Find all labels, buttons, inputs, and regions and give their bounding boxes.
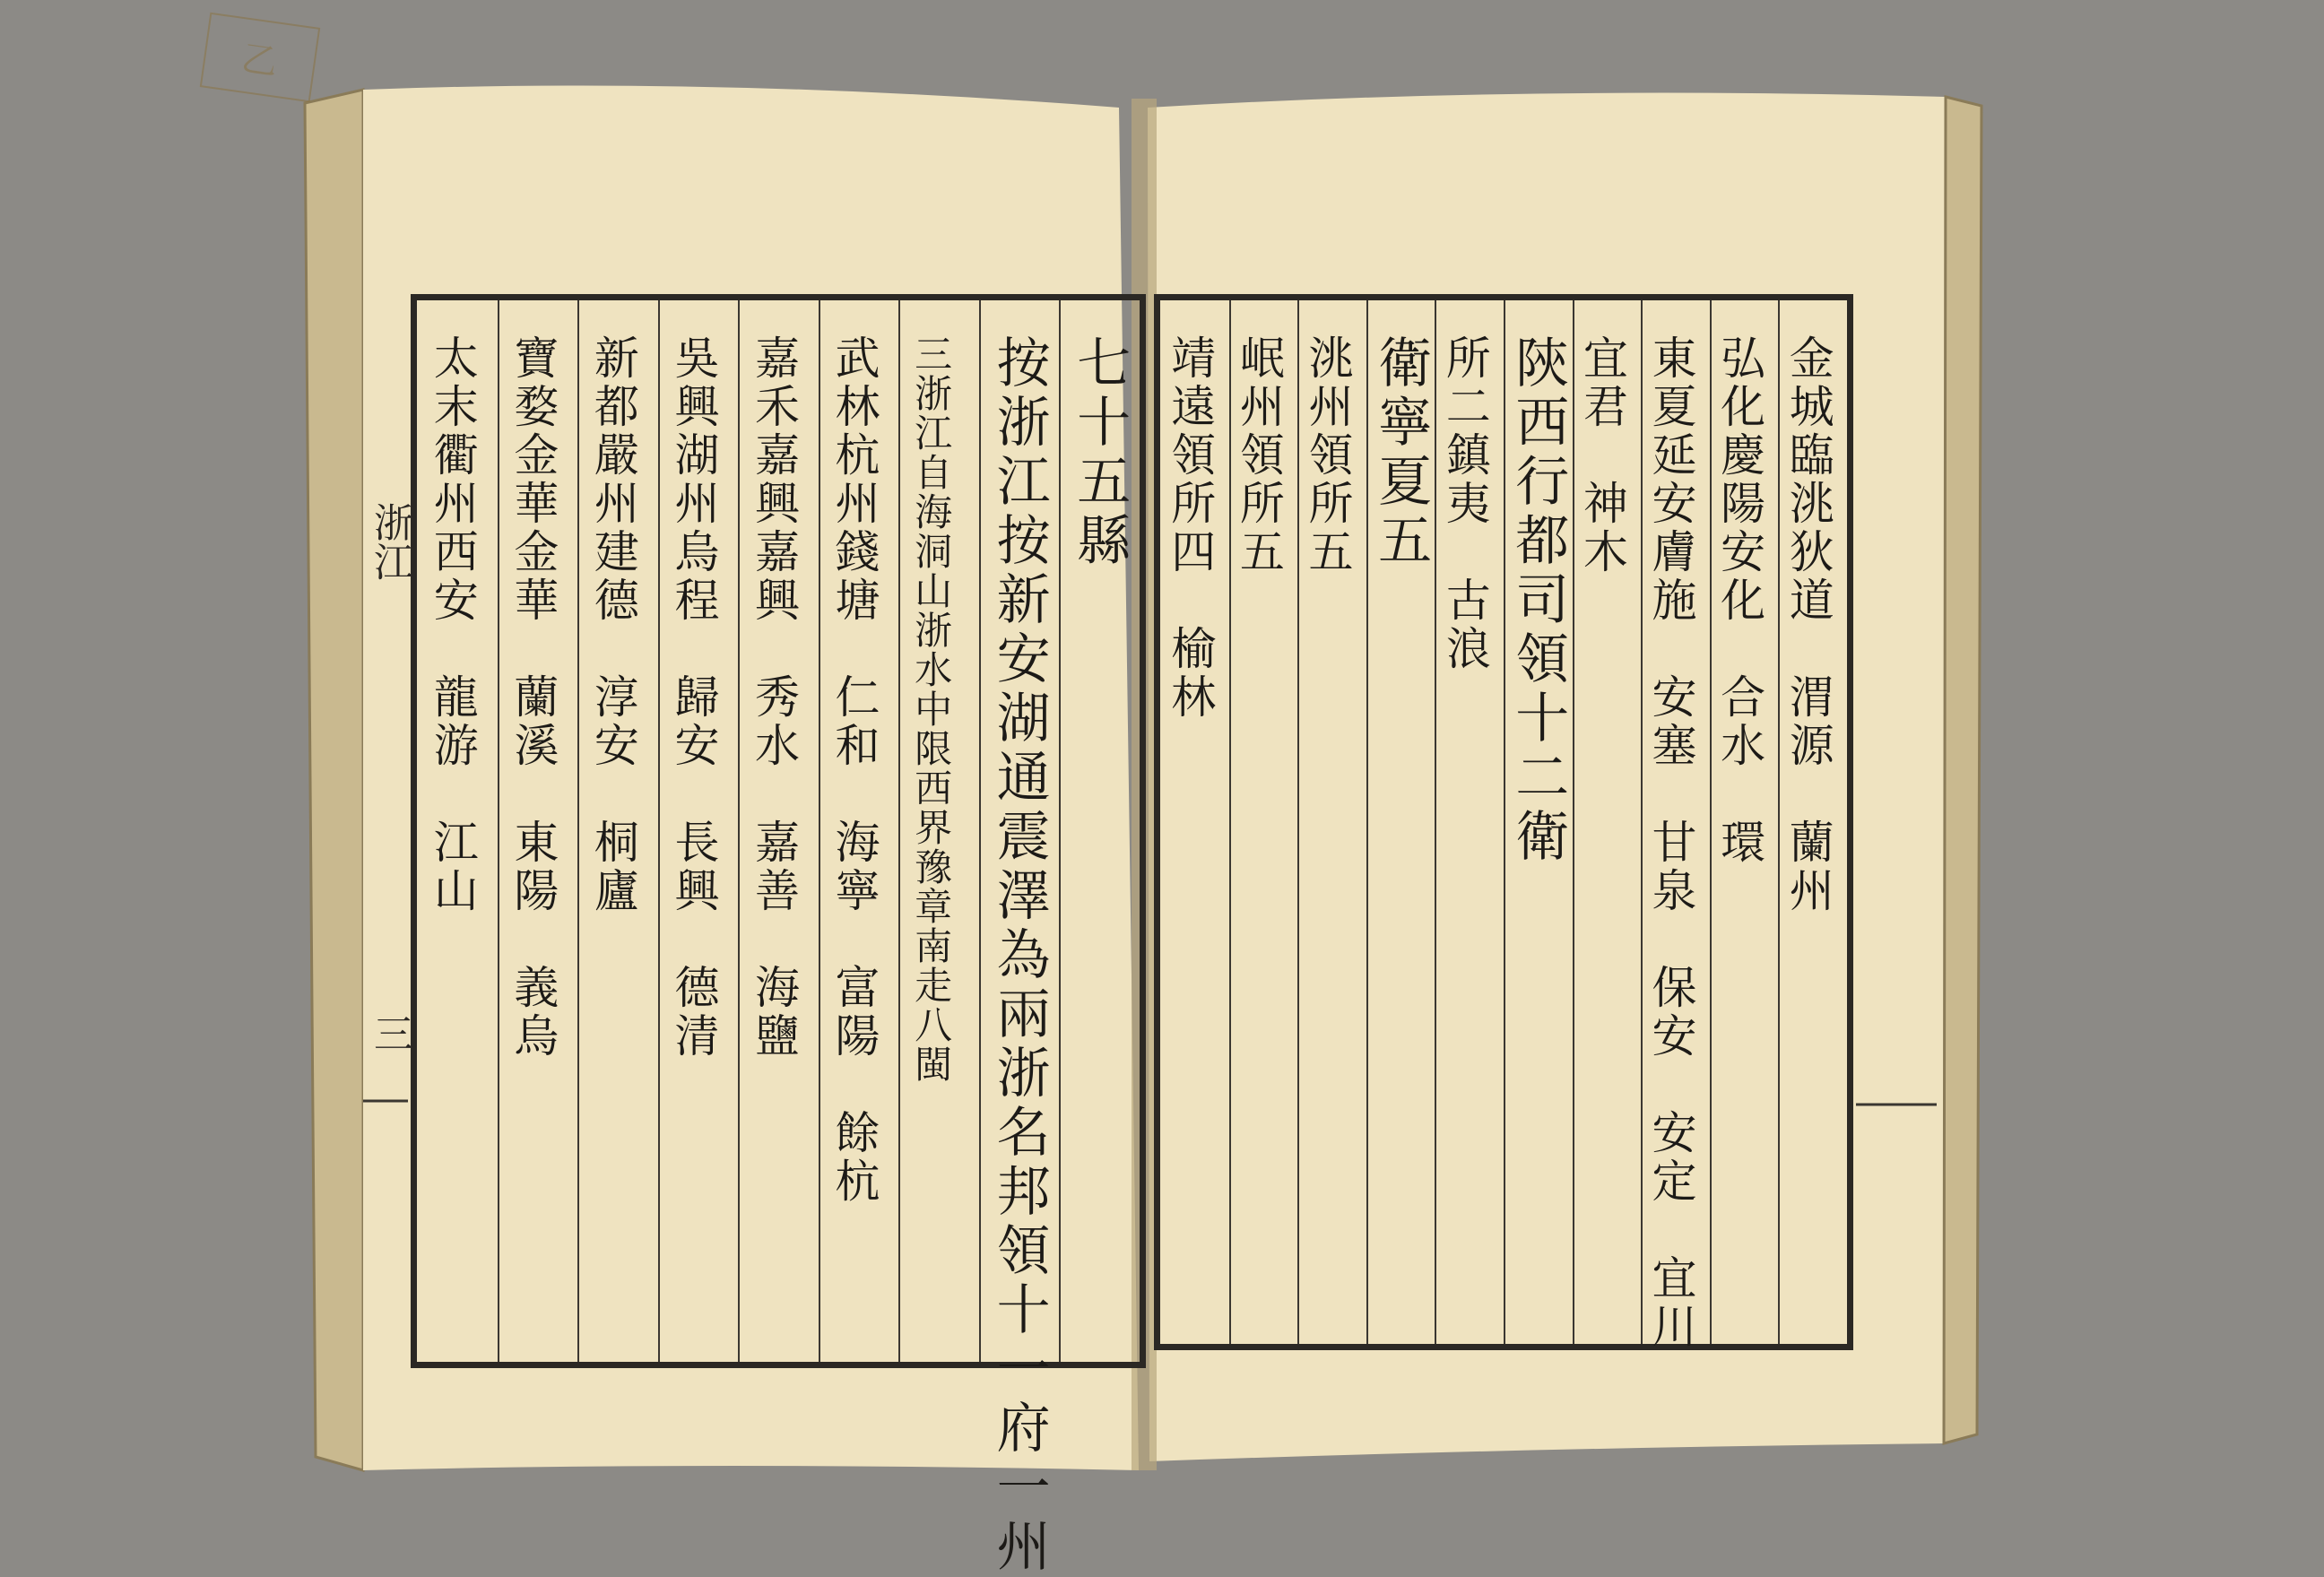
right-page-edge <box>1944 97 1981 1443</box>
text-column: 宜君 神木 <box>1575 334 1628 576</box>
column-rule <box>1435 300 1436 1344</box>
left-page-edge <box>305 90 363 1470</box>
column-rule <box>1366 300 1368 1344</box>
margin-title: 浙江 <box>367 502 412 581</box>
text-column: 岷州領所五 <box>1232 334 1285 576</box>
text-column: 東夏延安膚施 安塞 甘泉 保安 安定 宜川 <box>1644 334 1697 1351</box>
text-column: 寶婺金華金華 蘭溪 東陽 義烏 <box>507 334 559 1061</box>
column-rule <box>577 300 579 1362</box>
column-rule <box>979 300 981 1362</box>
text-column: 陝西行都司領十二衛 <box>1506 334 1570 867</box>
column-rule <box>1778 300 1780 1344</box>
left-page-text-block <box>411 294 1146 1577</box>
column-rule <box>658 300 660 1362</box>
text-column: 三浙江自海洞山浙水中限西界豫章南走八閩 <box>909 334 954 1084</box>
text-column: 弘化慶陽安化 合水 環 <box>1713 334 1766 867</box>
text-column: 吳興湖州烏程 歸安 長興 德清 <box>667 334 720 1061</box>
text-column: 新都嚴州建德 淳安 桐廬 <box>586 334 639 915</box>
text-column: 武林杭州錢塘 仁和 海寧 富陽 餘杭 <box>828 334 880 1206</box>
column-rule <box>1059 300 1061 1362</box>
right-page-text-block <box>1154 294 1853 1350</box>
column-rule <box>1710 300 1712 1344</box>
column-rule <box>1297 300 1299 1344</box>
text-column: 所二鎮夷 古浪 <box>1438 334 1491 673</box>
text-column: 衛寧夏五 <box>1369 334 1433 571</box>
text-column: 太末衢州西安 龍游 江山 <box>426 334 479 915</box>
text-column: 金城臨洮狄道 渭源 蘭州 <box>1782 334 1834 915</box>
column-rule <box>498 300 499 1362</box>
margin-folio: 三 <box>367 1013 412 1053</box>
column-rule <box>898 300 900 1362</box>
faint-seal-mark-icon: 乙 <box>200 13 320 102</box>
text-column: 七十五縣 <box>1068 334 1132 571</box>
column-rule <box>1504 300 1505 1344</box>
text-column: 按浙江按新安湖通震澤為兩浙名邦領十一府一州 <box>987 334 1051 1577</box>
text-column: 嘉禾嘉興嘉興 秀水 嘉善 海鹽 <box>748 334 800 1061</box>
column-rule <box>1229 300 1231 1344</box>
column-rule <box>738 300 740 1362</box>
column-rule <box>1641 300 1643 1344</box>
text-column: 洮州領所五 <box>1301 334 1354 576</box>
column-rule <box>819 300 820 1362</box>
column-rule <box>1573 300 1574 1344</box>
text-column: 靖遠領所四 榆林 <box>1164 334 1217 722</box>
